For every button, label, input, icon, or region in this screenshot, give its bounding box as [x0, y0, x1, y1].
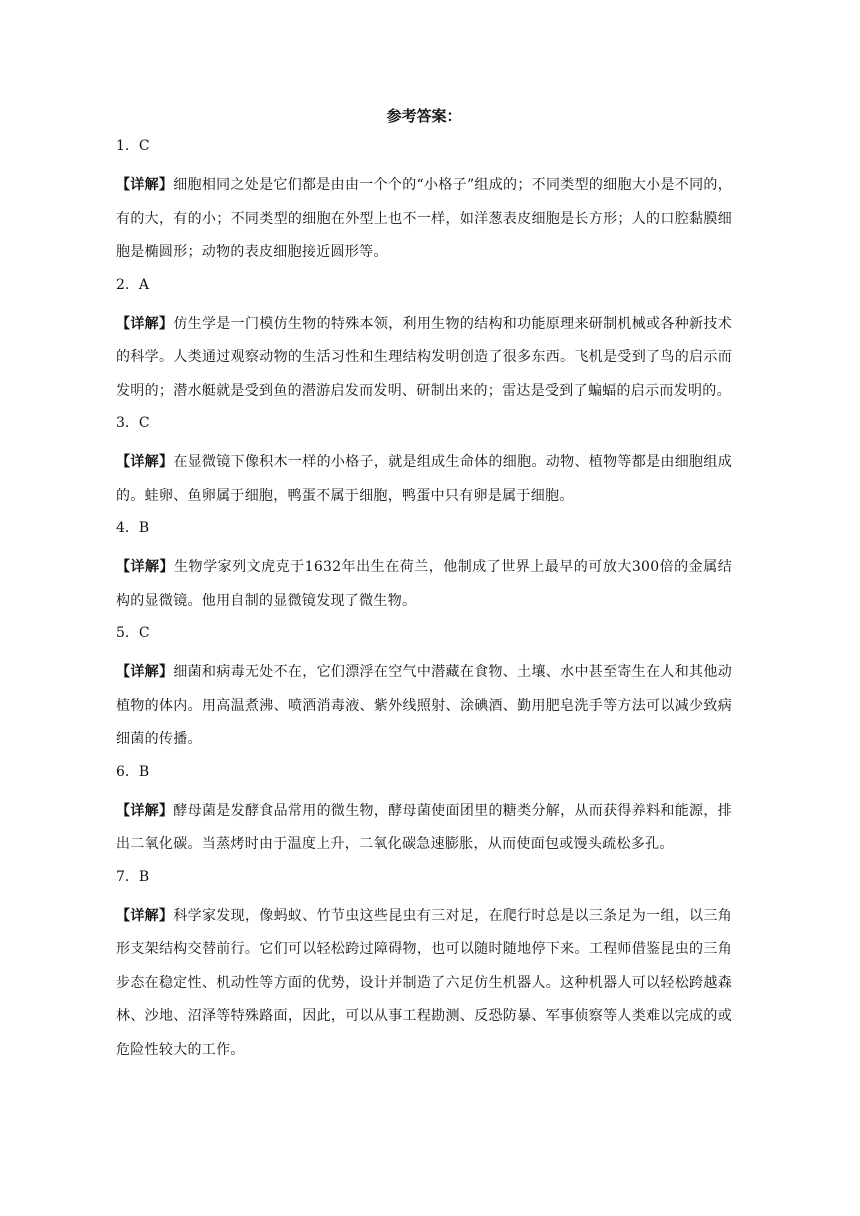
answer-number: 7．B: [116, 868, 150, 885]
answer-item-5: [116, 622, 732, 757]
answer-explanation: [116, 900, 732, 1068]
detail-text: 科学家发现，像蚂蚁、竹节虫这些昆虫有三对足，在爬行时总是以三条足为一组，以三角形支架结构交替前行。它们可以轻松跨过障碍物，也可以随时随地停下来。工程师借鉴昆虫的三角步态在稳定性、机动性等方面的优势，设计并制造了六足仿生机器人。这种机器人可以轻松跨越森林、沙地、沼泽等特殊路面，因此，可以从事工程勘测、反恐防暴、军事侦察等人类难以完成的或危险性较大的工作。: [116, 907, 732, 1058]
detail-text: 在显微镜下像积木一样的小格子，就是组成生命体的细胞。动物、植物等都是由细胞组成的。蛙卵、鱼卵属于细胞，鸭蛋不属于细胞，鸭蛋中只有卵是属于细胞。: [116, 454, 732, 504]
answer-number: 6．B: [116, 763, 150, 780]
detail-text: 生物学家列文虎克于1632年出生在荷兰，他制成了世界上最早的可放大300倍的金属结构的显微镜。他用自制的显微镜发现了微生物。: [116, 559, 733, 609]
answer-item-7: [116, 866, 732, 1068]
answer-item-6: [116, 761, 732, 862]
detail-text: 酵母菌是发酵食品常用的微生物，酵母菌使面团里的糖类分解，从而获得养料和能源，排出二氧化碳。当蒸烤时由于温度上升，二氧化碳急速膨胀，从而使面包或馒头疏松多孔。: [116, 802, 732, 852]
page-title: 参考答案：: [386, 107, 462, 125]
answer-item-4: [116, 517, 732, 618]
answer-explanation: [116, 551, 732, 618]
detail-tag: 【详解】: [116, 454, 174, 470]
answer-number: 4．B: [116, 520, 150, 536]
detail-text: 仿生学是一门模仿生物的特殊本领，利用生物的结构和功能原理来研制机械或各种新技术的科学。人类通过观察动物的生活习性和生理结构发明创造了很多东西。飞机是受到了鸟的启示而发明的；潜水艇就是受到鱼的潜游启发而发明、研制出来的；雷达是受到了蝙蝠的启示而发明的。: [116, 315, 732, 399]
detail-tag: 【详解】: [116, 664, 174, 680]
answer-explanation: [116, 308, 732, 409]
answer-number: 5．C: [116, 625, 150, 641]
answer-explanation: [116, 446, 732, 513]
detail-tag: 【详解】: [116, 315, 174, 332]
detail-tag: 【详解】: [116, 177, 174, 193]
answer-item-2: [116, 274, 732, 409]
detail-tag: 【详解】: [116, 802, 174, 819]
answer-explanation: [116, 656, 732, 757]
answer-number: 1．C: [116, 138, 150, 154]
answer-number: 2．A: [116, 276, 150, 293]
detail-tag: 【详解】: [116, 907, 174, 924]
detail-text: 细胞相同之处是它们都是由由一个个的“小格子”组成的；不同类型的细胞大小是不同的，有的大，有的小；不同类型的细胞在外型上也不一样，如洋葱表皮细胞是长方形；人的口腔黏膜细胞是椭圆形；动物的表皮细胞接近圆形等。: [116, 177, 733, 260]
answer-item-1: [116, 135, 732, 270]
answer-number: 3．C: [116, 415, 150, 431]
answer-explanation: [116, 169, 732, 270]
detail-tag: 【详解】: [116, 559, 175, 575]
answer-item-3: [116, 412, 732, 513]
detail-text: 细菌和病毒无处不在，它们漂浮在空气中潜藏在食物、土壤、水中甚至寄生在人和其他动植物的体内。用高温煮沸、喷洒消毒液、紫外线照射、涂碘酒、勤用肥皂洗手等方法可以减少致病细菌的传播。: [116, 664, 732, 747]
answer-explanation: [116, 795, 732, 862]
answer-page: [116, 103, 732, 1071]
